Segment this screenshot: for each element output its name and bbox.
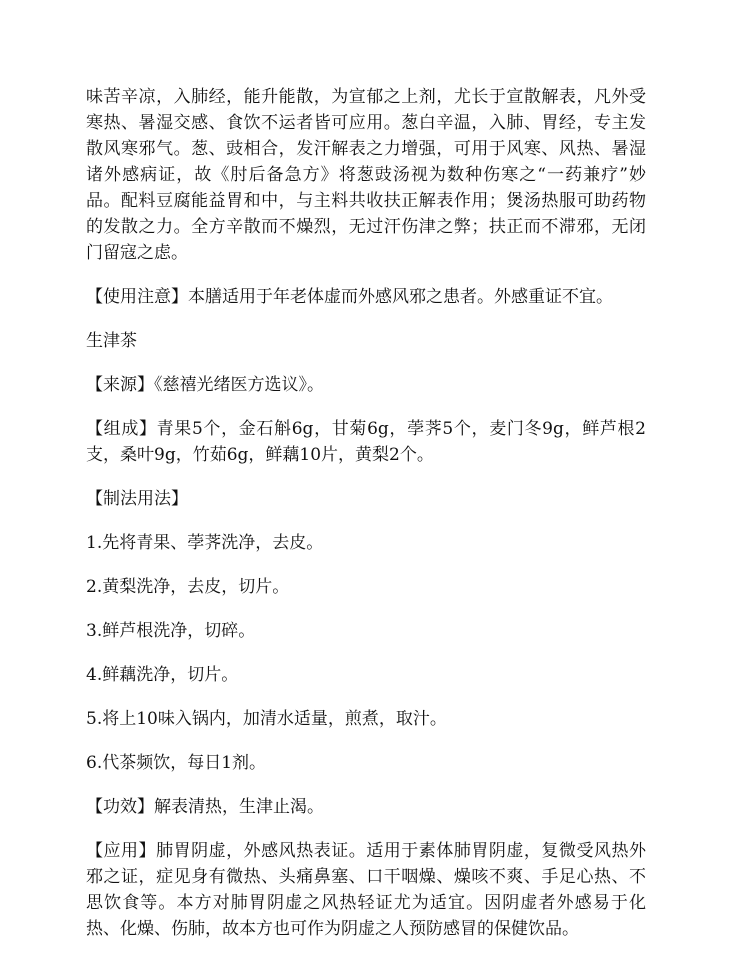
step-1: 1.先将青果、荸荠洗净，去皮。 — [86, 533, 324, 553]
recipe-title: 生津茶 — [86, 331, 137, 351]
paragraph-source: 【来源】《慈禧光绪医方选议》。 — [86, 375, 324, 395]
step-4: 4.鲜藕洗净，切片。 — [86, 665, 239, 685]
paragraph-composition: 【组成】青果5个，金石斛6g，甘菊6g，荸荠5个，麦门冬9g，鲜芦根2支，桑叶9g，竹茹6g，鲜藕10片，黄梨2个。 — [86, 419, 646, 465]
section-heading-preparation: 【制法用法】 — [86, 489, 188, 509]
step-2: 2.黄梨洗净，去皮，切片。 — [86, 577, 290, 597]
paragraph-efficacy: 【功效】解表清热，生津止渴。 — [86, 797, 324, 817]
step-5: 5.将上10味入锅内，加清水适量，煎煮，取汁。 — [86, 709, 447, 729]
document-page — [86, 84, 646, 960]
step-6: 6.代茶频饮，每日1剂。 — [86, 753, 267, 773]
paragraph-application: 【应用】肺胃阴虚，外感风热表证。适用于素体肺胃阴虚，复微受风热外邪之证，症见身有微热、头痛鼻塞、口干咽燥、燥咳不爽、手足心热、不思饮食等。本方对肺胃阴虚之风热轻证尤为适宜。因阴虚者外感易于化热、化燥、伤肺，故本方也可作为阴虚之人预防感冒的保健饮品。 — [86, 841, 646, 939]
paragraph-usage-notes: 【使用注意】本膳适用于年老体虚而外感风邪之患者。外感重证不宜。 — [86, 287, 613, 307]
paragraph-formula-explanation: 味苦辛凉，入肺经，能升能散，为宣郁之上剂，尤长于宣散解表，凡外受寒热、暑湿交感、食饮不运者皆可应用。葱白辛温，入肺、胃经，专主发散风寒邪气。葱、豉相合，发汗解表之力增强，可用于风寒、风热、暑湿诸外感病证，故《肘后备急方》将葱豉汤视为数种伤寒之“一药兼疗”妙品。配料豆腐能益胃和中，与主料共收扶正解表作用；煲汤热服可助药物的发散之力。全方辛散而不燥烈，无过汗伤津之弊；扶正而不滞邪，无闭门留寇之虑。 — [86, 87, 646, 263]
step-3: 3.鲜芦根洗净，切碎。 — [86, 621, 256, 641]
